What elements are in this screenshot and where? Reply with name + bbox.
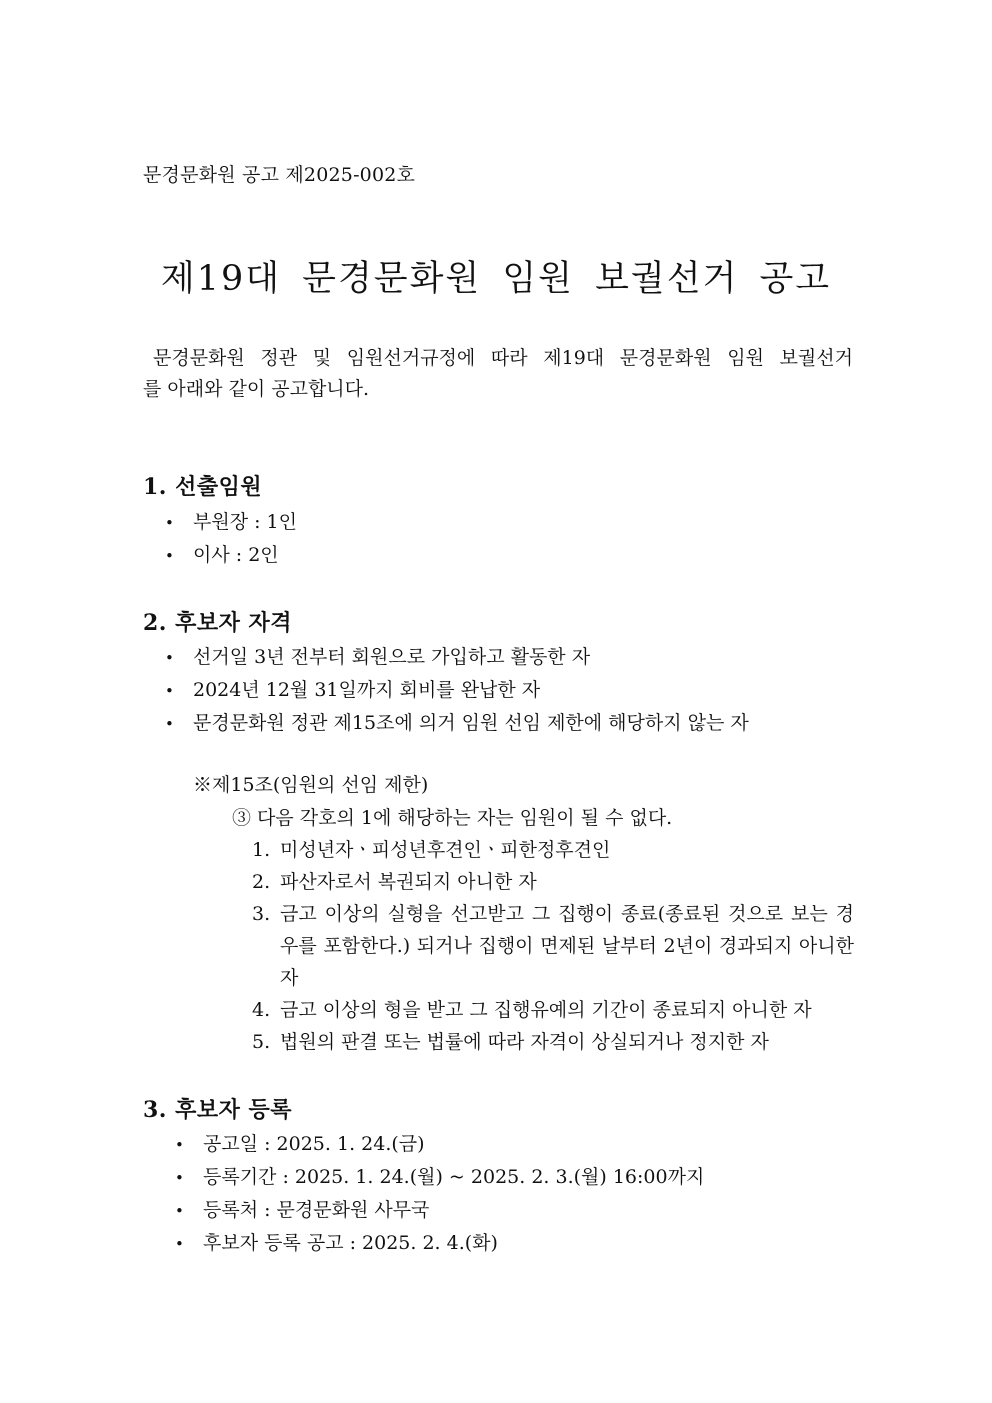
bullet-icon: • <box>175 1136 184 1154</box>
bullet-icon: • <box>175 1235 184 1253</box>
item-text: 금고 이상의 실형을 선고받고 그 집행이 종료(종료된 것으로 보는 경우를 포함한다.) 되거나 집행이 면제된 날부터 2년이 경과되지 아니한 자 <box>280 903 854 989</box>
list-item-text: 부원장 : 1인 <box>193 511 297 533</box>
item-number: 5. <box>252 1031 271 1053</box>
section-1-list <box>165 506 297 572</box>
list-item <box>175 1128 704 1161</box>
intro-paragraph <box>143 343 853 405</box>
list-item <box>252 834 854 866</box>
bullet-icon: • <box>165 514 174 532</box>
list-item-text: 이사 : 2인 <box>193 544 279 566</box>
list-item-text: 등록처 : 문경문화원 사무국 <box>203 1199 430 1221</box>
list-item <box>252 898 854 994</box>
list-item <box>175 1161 704 1194</box>
bullet-icon: • <box>175 1202 184 1220</box>
bullet-icon: • <box>165 715 174 733</box>
section-2-heading: 2. 후보자 자격 <box>143 610 293 636</box>
bullet-icon: • <box>165 649 174 667</box>
list-item <box>165 674 749 707</box>
item-text: 미성년자ㆍ피성년후견인ㆍ피한정후견인 <box>280 839 611 861</box>
list-item-text: 공고일 : 2025. 1. 24.(금) <box>203 1133 425 1155</box>
bullet-icon: • <box>165 682 174 700</box>
list-item <box>175 1194 704 1227</box>
section-3-list <box>175 1128 704 1260</box>
list-item <box>252 994 854 1026</box>
list-item-text: 선거일 3년 전부터 회원으로 가입하고 활동한 자 <box>193 646 591 668</box>
article-title: ※제15조(임원의 선임 제한) <box>193 774 429 796</box>
section-2-list <box>165 641 749 740</box>
article-block <box>193 769 428 802</box>
list-item <box>165 506 297 539</box>
article-clause: ③ 다음 각호의 1에 해당하는 자는 임원이 될 수 없다. <box>232 807 673 829</box>
item-text: 파산자로서 복권되지 아니한 자 <box>280 871 537 893</box>
document-title: 제19대 문경문화원 임원 보궐선거 공고 <box>160 259 832 300</box>
list-item <box>252 866 854 898</box>
list-item-text: 문경문화원 정관 제15조에 의거 임원 선임 제한에 해당하지 않는 자 <box>193 712 749 734</box>
intro-line-1: 문경문화원 정관 및 임원선거규정에 따라 제19대 문경문화원 임원 보궐선거 <box>153 347 853 369</box>
item-text: 법원의 판결 또는 법률에 따라 자격이 상실되거나 정지한 자 <box>280 1031 769 1053</box>
item-number: 4. <box>252 999 271 1021</box>
list-item-text: 2024년 12월 31일까지 회비를 완납한 자 <box>193 679 541 701</box>
bullet-icon: • <box>165 547 174 565</box>
section-3-heading: 3. 후보자 등록 <box>143 1097 293 1123</box>
bullet-icon: • <box>175 1169 184 1187</box>
list-item <box>252 1026 854 1058</box>
list-item-text: 등록기간 : 2025. 1. 24.(월) ~ 2025. 2. 3.(월) 16:00까지 <box>203 1166 705 1188</box>
list-item <box>175 1227 704 1260</box>
list-item <box>165 641 749 674</box>
list-item-text: 후보자 등록 공고 : 2025. 2. 4.(화) <box>203 1232 498 1254</box>
list-item <box>165 707 749 740</box>
item-text: 금고 이상의 형을 받고 그 집행유예의 기간이 종료되지 아니한 자 <box>280 999 812 1021</box>
article-item-list <box>252 834 854 1058</box>
item-number: 3. <box>252 903 271 925</box>
list-item <box>165 539 297 572</box>
intro-line-2: 를 아래와 같이 공고합니다. <box>143 378 370 400</box>
section-1-heading: 1. 선출임원 <box>143 474 263 500</box>
item-number: 2. <box>252 871 271 893</box>
item-number: 1. <box>252 839 271 861</box>
notice-number: 문경문화원 공고 제2025-002호 <box>143 164 416 186</box>
